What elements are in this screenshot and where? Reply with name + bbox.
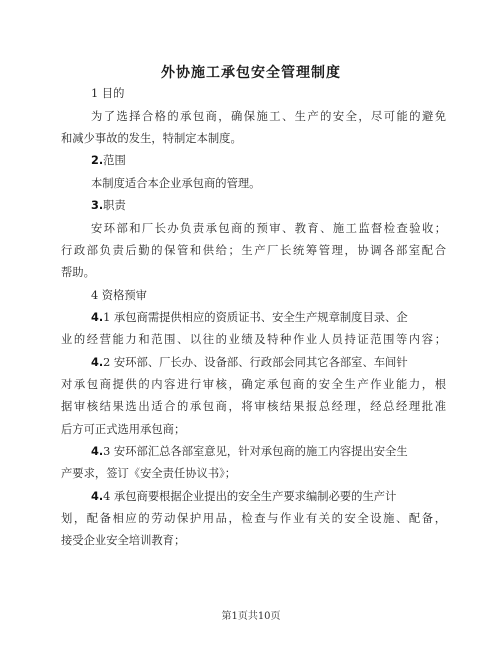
section-3-number: 3.: [91, 199, 104, 212]
section-2-number: 2.: [91, 154, 104, 167]
section-4-4-number: 4.: [91, 490, 104, 503]
section-1-heading: 1 目的: [91, 87, 125, 100]
section-4-4-line-1: [91, 490, 446, 504]
section-4-3-line-1: [91, 445, 446, 459]
section-3-title: 职责: [103, 199, 126, 212]
section-4-4-line-3: 接受企业安全培训教育；: [61, 534, 186, 547]
section-4-2-text: 2 安环部、厂长办、设备部、行政部会同其它各部室、车间针: [103, 356, 408, 369]
section-2-line-1: 本制度适合本企业承包商的管理。: [91, 177, 261, 190]
section-3-line-2: 行政部负责后勤的保管和供给；生产厂长统筹管理，协调各部室配合: [61, 244, 446, 257]
section-2-title: 范围: [103, 154, 126, 167]
section-4-1-text: 1 承包商需提供相应的资质证书、安全生产规章制度目录、企: [103, 311, 408, 324]
section-1-line-2: 和减少事故的发生，特制定本制度。: [61, 132, 242, 145]
section-2-heading: [91, 154, 446, 168]
section-3-heading: [91, 199, 446, 213]
section-1-line-1: 为了选择合格的承包商，确保施工、生产的安全，尽可能的避免: [91, 110, 446, 123]
page-footer: 第1页共10页: [221, 611, 281, 622]
section-4-1-number: 4.: [91, 311, 104, 324]
section-4-3-text: 3 安环部汇总各部室意见，针对承包商的施工内容提出安全生: [103, 445, 408, 458]
section-4-3-line-2: 产要求，签订《安全责任协议书》；: [61, 467, 237, 480]
document-title: 外协施工承包安全管理制度: [161, 65, 341, 81]
section-3-line-1: 安环部和厂长办负责承包商的预审、教育、施工监督检查验收；: [91, 222, 446, 235]
section-4-2-line-1: [91, 356, 446, 370]
section-4-2-line-4: 后方可正式选用承包商；: [61, 423, 186, 436]
section-4-2-line-3: 据审核结果选出适合的承包商，将审核结果报总经理，经总经理批准: [61, 400, 446, 413]
section-3-line-3: 帮助。: [61, 266, 95, 279]
section-4-1-line-2: 业的经营能力和范围、以往的业绩及特种作业人员持证范围等内容；: [61, 333, 446, 346]
section-4-2-line-2: 对承包商提供的内容进行审核，确定承包商的安全生产作业能力，根: [61, 378, 446, 391]
section-4-heading: 4 资格预审: [91, 289, 147, 302]
section-4-1-line-1: [91, 311, 446, 325]
section-4-2-number: 4.: [91, 356, 104, 369]
section-4-4-line-2: 划，配备相应的劳动保护用品，检查与作业有关的安全设施、配备，: [61, 512, 446, 525]
section-4-4-text: 4 承包商要根据企业提出的安全生产要求编制必要的生产计: [103, 490, 397, 503]
section-4-3-number: 4.: [91, 445, 104, 458]
